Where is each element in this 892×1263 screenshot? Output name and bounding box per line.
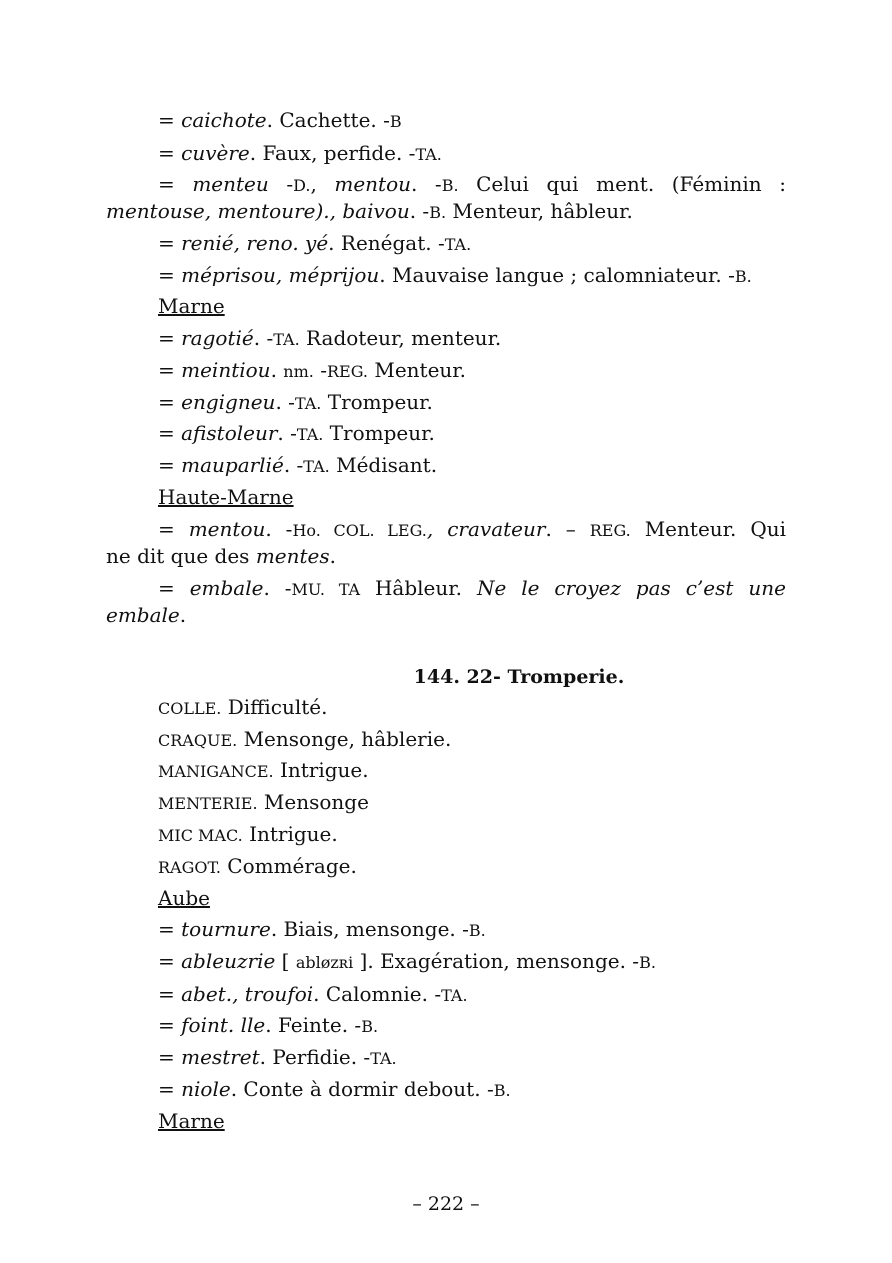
entry-line: = renié, reno. yé. Renégat. -TA.	[158, 231, 472, 255]
vocab-line: MIC MAC. Intrigue.	[158, 822, 338, 846]
entry-line: = caichote. Cachette. -B	[158, 108, 402, 132]
vocab-line: MANIGANCE. Intrigue.	[158, 758, 369, 782]
entry-line: = menteu -D., mentou. -B. Celui qui ment. (Féminin :	[158, 172, 786, 196]
entry-line: = mauparlié. -TA. Médisant.	[158, 453, 438, 477]
entry-line: = mestret. Perfidie. -TA.	[158, 1045, 397, 1069]
entry-line: = niole. Conte à dormir debout. -B.	[158, 1077, 511, 1101]
vocab-line: RAGOT. Commérage.	[158, 854, 357, 878]
entry-line-continued: mentouse, mentoure)., baivou. -B. Menteur, hâbleur.	[106, 199, 633, 223]
entry-line: = cuvère. Faux, perfide. -TA.	[158, 141, 442, 165]
entry-line: = abet., troufoi. Calomnie. -TA.	[158, 982, 468, 1006]
region-heading: Marne	[158, 294, 225, 318]
entry-line: = mentou. -Ho. COL. LEG., cravateur. – REG. Menteur. Qui	[158, 517, 787, 541]
entry-line: = meintiou. nm. -REG. Menteur.	[158, 358, 467, 382]
section-title: 144. 22- Tromperie.	[413, 666, 625, 688]
entry-line: = afistoleur. -TA. Trompeur.	[158, 421, 435, 445]
entry-line: = méprisou, méprijou. Mauvaise langue ; calomniateur. -B.	[158, 263, 752, 287]
region-heading: Aube	[158, 886, 210, 910]
page-number: – 222 –	[412, 1193, 480, 1215]
region-heading: Marne	[158, 1109, 225, 1133]
entry-line: = embale. -MU. TA Hâbleur. Ne le croyez pas c’est une	[158, 576, 786, 600]
vocab-line: CRAQUE. Mensonge, hâblerie.	[158, 727, 452, 751]
vocab-line: COLLE. Difficulté.	[158, 695, 328, 719]
entry-line: = foint. lle. Feinte. -B.	[158, 1013, 379, 1037]
entry-line: = ragotié. -TA. Radoteur, menteur.	[158, 326, 502, 350]
vocab-line: MENTERIE. Mensonge	[158, 790, 369, 814]
entry-line-continued: embale.	[106, 603, 187, 627]
entry-line: = ableuzrie [ abløzʀi ]. Exagération, mensonge. -B.	[158, 949, 656, 973]
entry-line: = tournure. Biais, mensonge. -B.	[158, 917, 486, 941]
entry-line-continued: ne dit que des mentes.	[106, 544, 336, 568]
entry-line: = engigneu. -TA. Trompeur.	[158, 390, 433, 414]
region-heading: Haute-Marne	[158, 485, 294, 509]
